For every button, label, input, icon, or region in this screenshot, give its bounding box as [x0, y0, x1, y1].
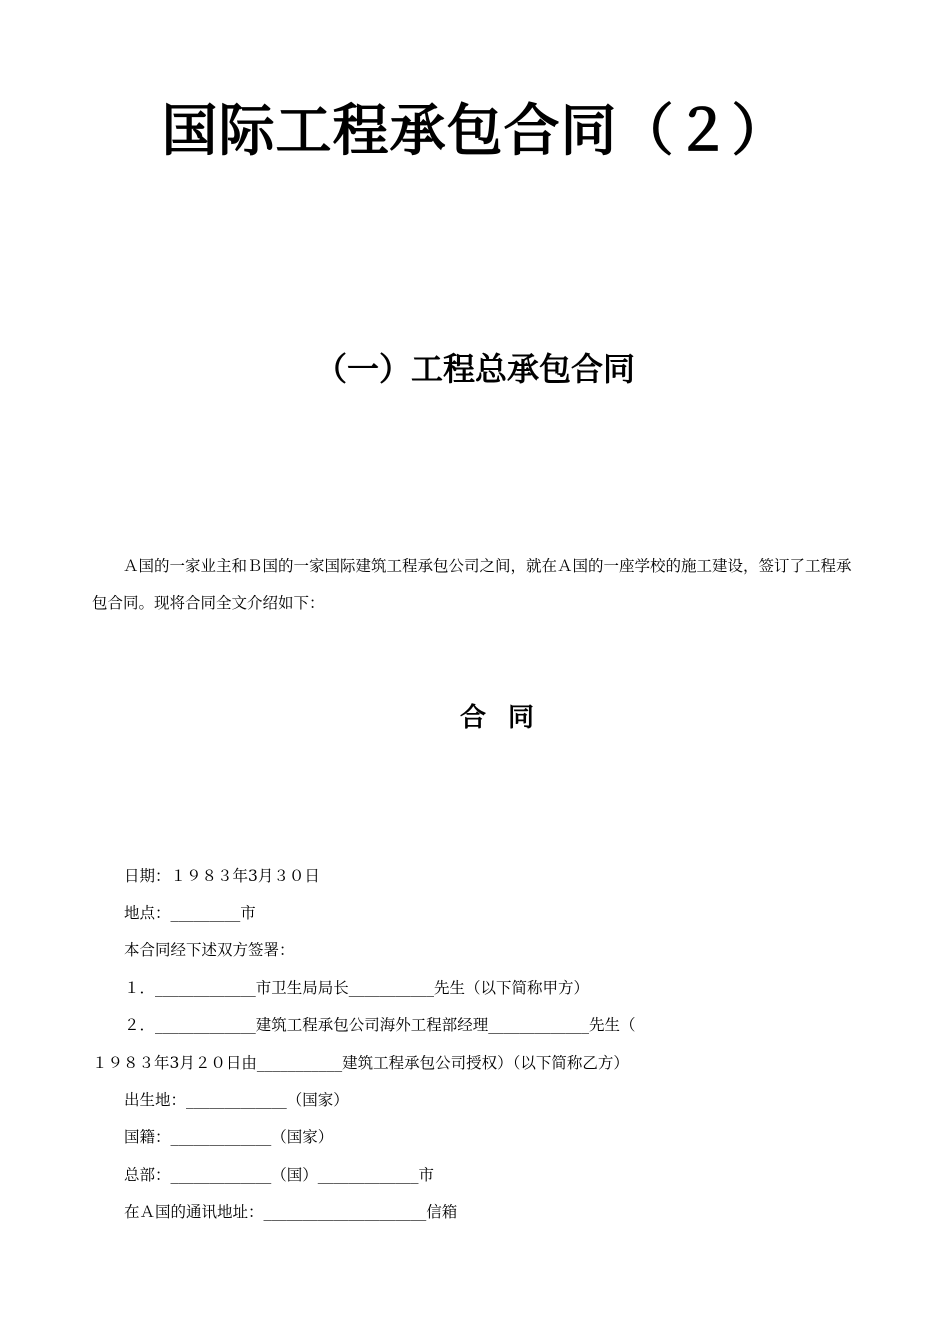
location-line: 地点：_________市	[124, 904, 256, 922]
section-title: （一）工程总承包合同	[314, 350, 635, 388]
document-title: 国际工程承包合同（２）	[161, 99, 789, 164]
nationality-line: 国籍：_____________（国家）	[124, 1128, 334, 1146]
birthplace-line: 出生地：_____________（国家）	[124, 1091, 349, 1109]
headquarters-line: 总部：_____________（国）_____________市	[124, 1166, 435, 1184]
party-b-line: ２．_____________建筑工程承包公司海外工程部经理_____________先生（	[124, 1016, 636, 1034]
intro-paragraph: Ａ国的一家业主和Ｂ国的一家国际建筑工程承包公司之间，就在Ａ国的一座学校的施工建设，签订了工程承包合同。现将合同全文介绍如下：	[92, 557, 852, 612]
date-line: 日期：１９８３年3月３０日	[124, 867, 320, 885]
party-b-continuation-line: １９８３年3月２０日由___________建筑工程承包公司授权）（以下简称乙方）	[92, 1054, 629, 1072]
signatories-line: 本合同经下述双方签署：	[124, 941, 295, 959]
party-a-line: １．_____________市卫生局局长___________先生（以下简称甲方）	[124, 979, 590, 997]
contract-heading: 合同	[460, 703, 557, 733]
address-line: 在Ａ国的通讯地址：_____________________信箱	[124, 1203, 458, 1221]
